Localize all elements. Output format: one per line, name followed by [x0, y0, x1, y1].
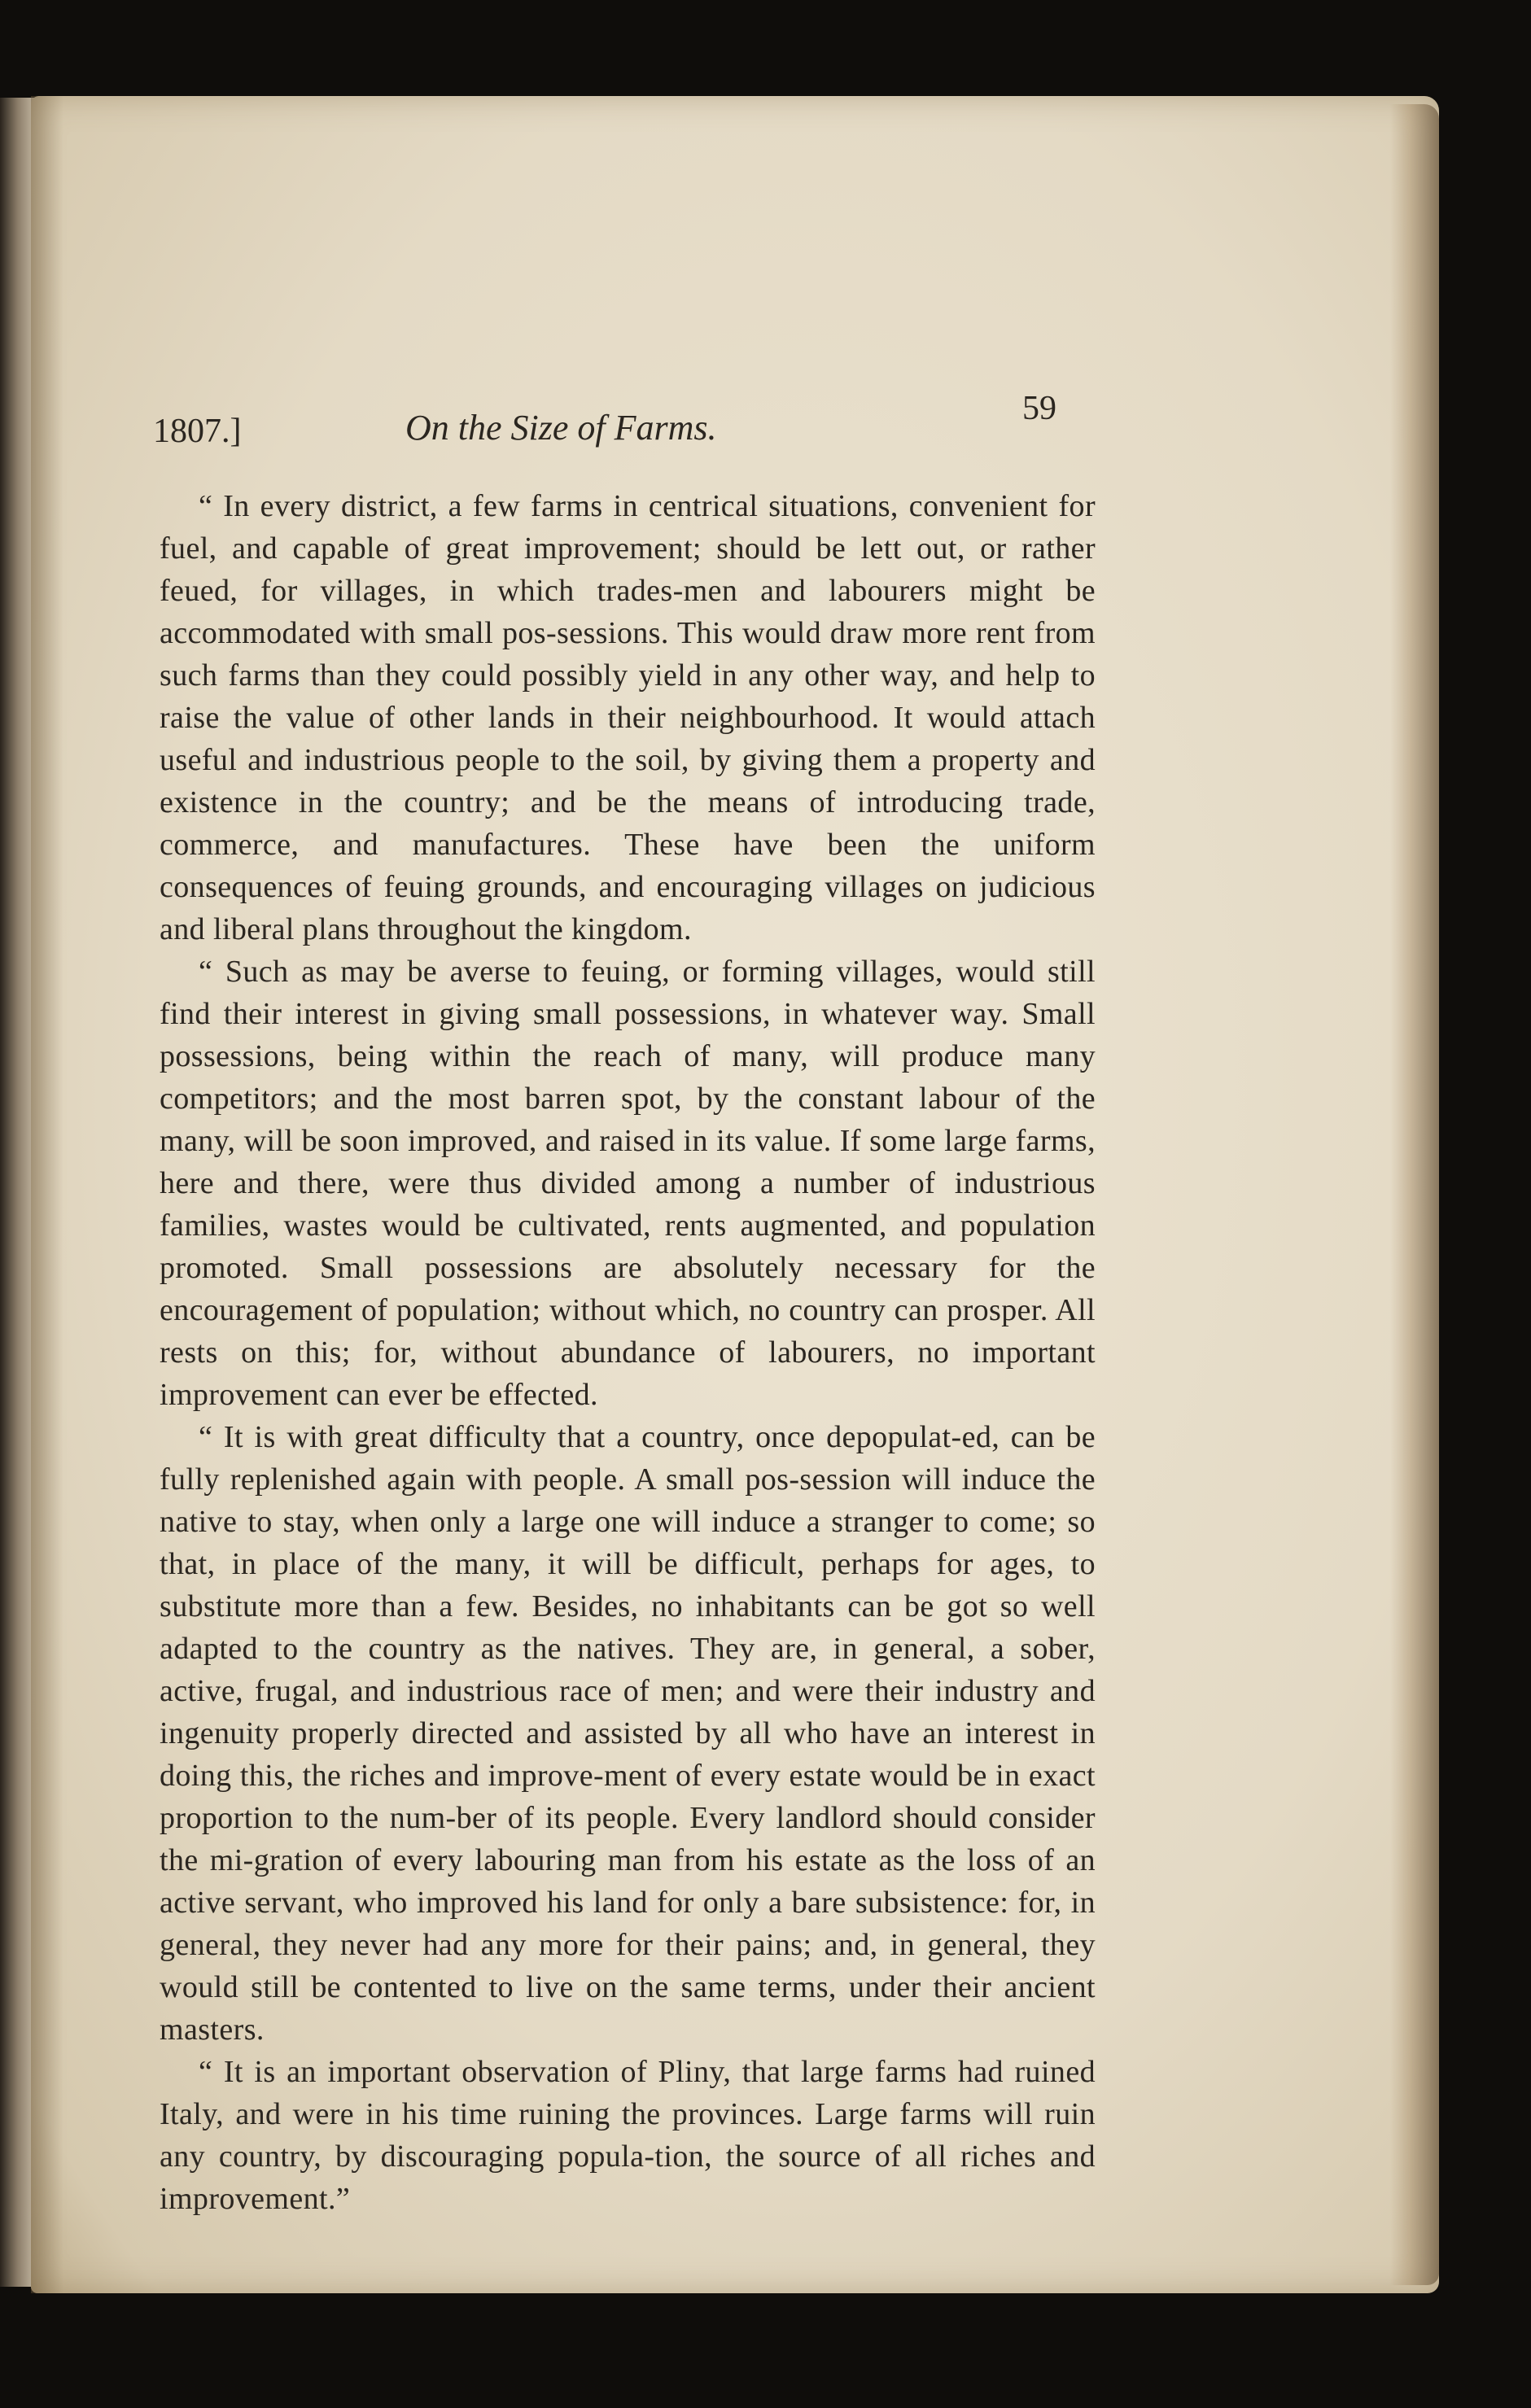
- paragraph-2: “ Such as may be averse to feuing, or forming villages, would still find their interest in giving small possessions, in whatever way. Small possessions, being within the reach of many, will produce many competitors; and the most barren spot, by the constant labour of the many, will be soon improved, and raised in its value. If some large farms, here and there, were thus divided among a number of industrious families, wastes would be cultivated, rents augmented, and population promoted. Small possessions are absolutely necessary for the encouragement of population; without which, no country can prosper. All rests on this; for, without abundance of labourers, no important improvement can ever be effected.: [160, 955, 1096, 1412]
- running-header: [153, 389, 1056, 454]
- page-number: 59: [1022, 390, 1056, 427]
- paragraph-3: “ It is with great difficulty that a country, once depopulat-ed, can be fully replenished again with people. A small pos-session will induce the native to stay, when only a large one will induce a stranger to come; so that, in place of the many, it will be difficult, perhaps for ages, to substitute more than a few. Besides, no inhabitants can be got so well adapted to the country as the natives. They are, in general, a sober, active, frugal, and industrious race of men; and were their industry and ingenuity properly directed and assisted by all who have an interest in doing this, the riches and improve-ment of every estate would be in exact proportion to the num-ber of its people. Every landlord should consider the mi-gration of every labouring man from his estate as the loss of an active servant, who improved his land for only a bare subsistence: for, in general, they never had any more for their pains; and, in general, they would still be contented to live on the same terms, under their ancient masters.: [160, 1420, 1096, 2047]
- header-title: On the Size of Farms.: [405, 408, 717, 448]
- body-text: [160, 485, 1096, 2220]
- book-page: [31, 96, 1439, 2293]
- page-gutter-shadow: [31, 96, 63, 2293]
- paragraph-4: “ It is an important observation of Pliny, that large farms had ruined Italy, and were in his time ruining the provinces. Large farms will ruin any country, by discouraging popula-tion, the source of all riches and improvement.”: [160, 2055, 1096, 2216]
- page-edge-shadow: [1390, 104, 1439, 2285]
- header-date: 1807.]: [153, 413, 242, 450]
- paragraph-1: “ In every district, a few farms in centrical situations, convenient for fuel, and capable of great improvement; should be lett out, or rather feued, for villages, in which trades-men and labourers might be accommodated with small pos-sessions. This would draw more rent from such farms than they could possibly yield in any other way, and help to raise the value of other lands in their neighbourhood. It would attach useful and industrious people to the soil, by giving them a property and existence in the country; and be the means of introducing trade, commerce, and manufactures. These have been the uniform consequences of feuing grounds, and encouraging villages on judicious and liberal plans throughout the kingdom.: [160, 489, 1096, 946]
